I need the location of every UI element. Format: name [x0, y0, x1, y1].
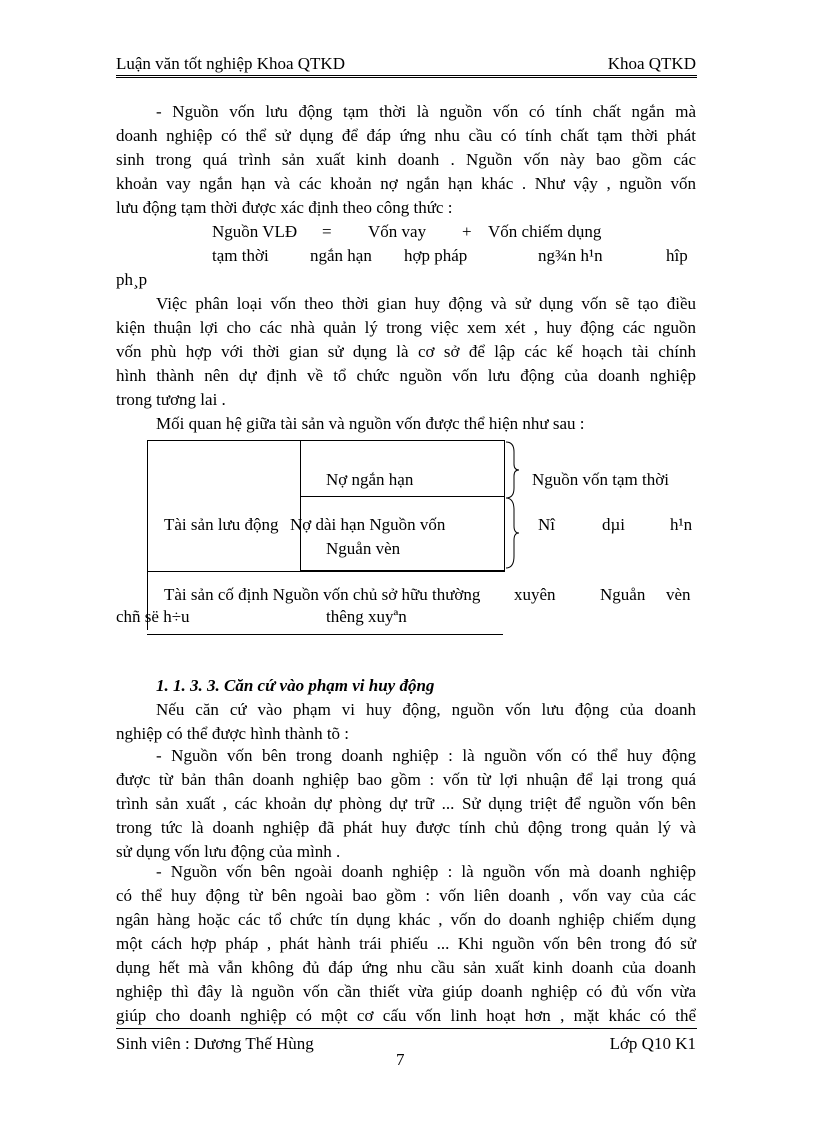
para5-line: nghiệp thì đây là nguồn vốn cần thiết vừa giúp doanh nghiệp có đủ vốn vừa [116, 982, 696, 1001]
para1-line: lưu động tạm thời được xác định theo công thức : [116, 198, 453, 217]
formula-operator: + [462, 222, 472, 241]
para5-line: có thể huy động từ bên ngoài bao gồm : vốn liên doanh , vốn vay của các [116, 886, 696, 905]
para5-line: ngân hàng hoặc các tổ chức tín dụng khác , vốn do doanh nghiệp chiếm dụng [116, 910, 696, 929]
para2-line: vốn phù hợp với thời gian sử dụng là cơ sở để lập các kế hoạch tài chính [116, 342, 696, 361]
para1-line: khoản vay ngắn hạn và các khoản nợ ngắn hạn khác . Như vậy , nguồn vốn [116, 174, 696, 193]
para4-line: trình sản xuất , các khoản dự phòng dự trữ ... Sử dụng triệt để nguồn vốn bên [116, 794, 696, 813]
formula-operator: = [322, 222, 332, 241]
para3-line: Nếu căn cứ vào phạm vi huy động, nguồn vốn lưu động của doanh [156, 700, 696, 719]
formula-subterm: ngắn hạn [310, 246, 372, 265]
para5-line: dụng hết mà vẫn không đủ đáp ứng nhu cầu sản xuất kinh doanh của doanh [116, 958, 696, 977]
header-rule-2 [116, 77, 697, 78]
footer-right: Lớp Q10 K1 [609, 1034, 696, 1053]
formula-subterm: hîp [666, 246, 688, 265]
formula-term: Vốn chiếm dụng [488, 222, 602, 241]
header-right: Khoa QTKD [607, 54, 696, 73]
formula-wrap: ph¸p [116, 270, 148, 289]
diagram-fixed-assets: vèn [666, 585, 691, 604]
para1-line: sinh trong quá trình sản xuất kinh doanh . Nguồn vốn này bao gồm các [116, 150, 696, 169]
para3-line: nghiệp có thể được hình thành tõ : [116, 724, 350, 743]
brace-icon [504, 440, 520, 500]
para2-line: trong tương lai . [116, 390, 226, 409]
para1-line: doanh nghiệp có thể sử dụng để đáp ứng nhu cầu có tính chất tạm thời phát [116, 126, 696, 145]
para5-line: giúp cho doanh nghiệp có một cơ cấu vốn linh hoạt hơn , mặt khác có thể [116, 1006, 696, 1025]
formula-term: Vốn vay [368, 222, 427, 241]
diagram-current-assets: Tài sản lưu động [164, 515, 279, 534]
para2-line: Việc phân loại vốn theo thời gian huy động và sử dụng vốn sẽ tạo điều [156, 294, 696, 313]
diagram-permanent: Nî [538, 515, 555, 534]
footer-left: Sinh viên : Dương Thế Hùng [116, 1034, 314, 1053]
diagram-owner-wrap: chñ së h÷u [116, 607, 190, 626]
para5-line: - Nguồn vốn bên ngoài doanh nghiệp : là nguồn vốn mà doanh nghiệp [156, 862, 696, 881]
diagram-fixed-assets: Tài sản cố định Nguồn vốn chủ sở hữu thường [164, 585, 481, 604]
diagram-fixed-assets: xuyên [514, 585, 556, 604]
section-title: 1. 1. 3. 3. Căn cứ vào phạm vi huy động [156, 676, 435, 695]
para5-line: một cách hợp pháp , phát hành trái phiếu ... Khi nguồn vốn bên trong đó sử [116, 934, 696, 953]
footer-rule [116, 1028, 697, 1029]
header-rule [116, 75, 697, 76]
brace-icon [504, 496, 520, 570]
formula-subterm: tạm thời [212, 246, 269, 265]
relation-intro: Mối quan hệ giữa tài sản và nguồn vốn được thể hiện như sau : [156, 414, 585, 433]
para1-line: - Nguồn vốn lưu động tạm thời là nguồn vốn có tính chất ngắn mà [156, 102, 696, 121]
diagram-permanent: h¹n [670, 515, 693, 534]
para4-line: được từ bản thân doanh nghiệp bao gồm : vốn từ lợi nhuận để lại trong quá [116, 770, 696, 789]
para4-line: sử dụng vốn lưu động của mình . [116, 842, 341, 861]
diagram-short-debt: Nợ ngắn hạn [326, 470, 414, 489]
para2-line: kiện thuận lợi cho các nhà quản lý trong việc xem xét , huy động các nguồn [116, 318, 696, 337]
diagram-owner-wrap: thêng xuyªn [326, 607, 407, 626]
formula-term: Nguồn VLĐ [212, 222, 298, 241]
para4-line: trong tức là doanh nghiệp đã phát huy được tính chủ động trong quản lý và [116, 818, 696, 837]
formula-subterm: ng¾n h¹n [538, 246, 603, 265]
para4-line: - Nguồn vốn bên trong doanh nghiệp : là nguồn vốn có thể huy động [156, 746, 696, 765]
para2-line: hình thành nên dự định về tổ chức nguồn vốn lưu động của doanh nghiệp [116, 366, 696, 385]
diagram-permanent: dµi [602, 515, 626, 534]
diagram-long-debt-2: Nguån vèn [326, 539, 401, 558]
formula-subterm: hợp pháp [404, 246, 468, 265]
page-number: 7 [396, 1050, 405, 1069]
diagram-temp-capital: Nguồn vốn tạm thời [532, 470, 669, 489]
diagram-bottom-rule [147, 634, 503, 635]
header-left: Luận văn tốt nghiệp Khoa QTKD [116, 54, 345, 73]
diagram-long-debt: Nợ dài hạn Nguồn vốn [290, 515, 446, 534]
diagram-fixed-assets: Nguån [600, 585, 646, 604]
